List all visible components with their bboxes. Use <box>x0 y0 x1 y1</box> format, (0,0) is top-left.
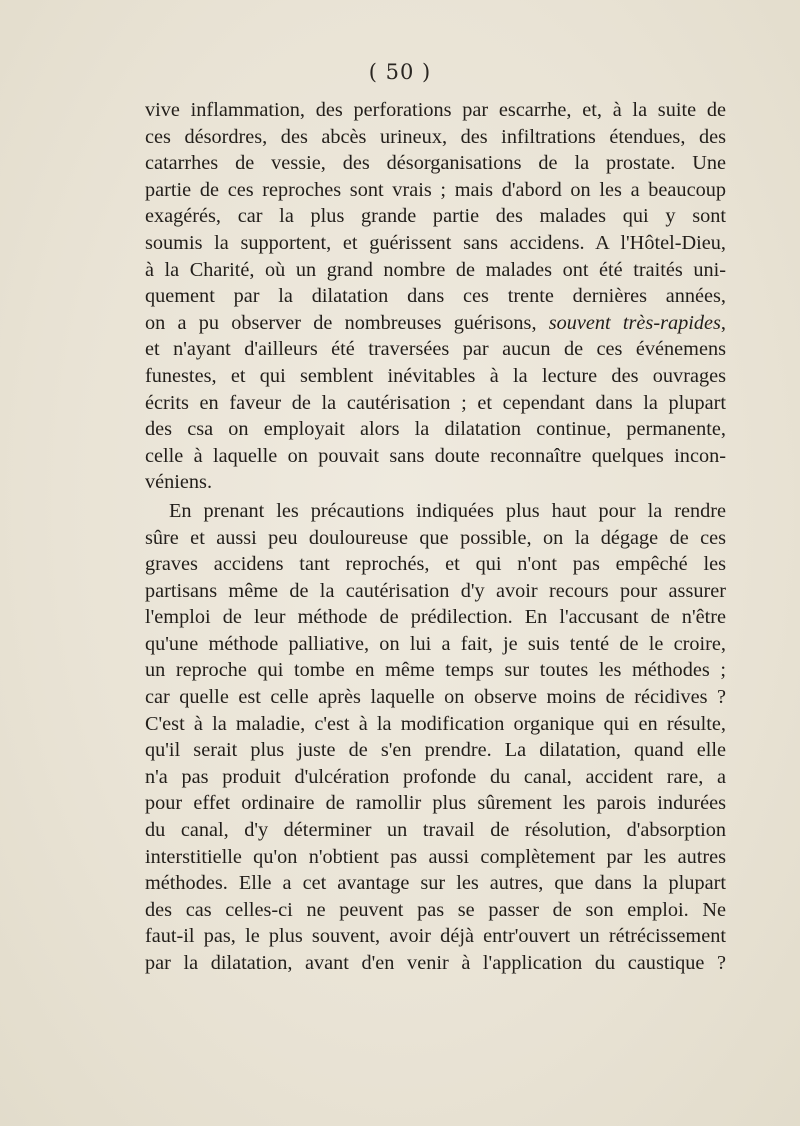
text-line: C'est à la maladie, c'est à la modification organique qui en résulte, <box>145 712 726 735</box>
text-line: exagérés, car la plus grande partie des malades qui y sont <box>145 205 726 228</box>
text-run: on a pu observer de nombreuses guérisons, <box>145 311 549 334</box>
text-line: écrits en faveur de la cautérisation ; et cependant dans la plupart <box>145 391 726 414</box>
text-line: sûre et aussi peu douloureuse que possible, on la dégage de ces <box>145 526 726 549</box>
text-line: interstitielle qu'on n'obtient pas aussi complètement par les autres <box>145 845 726 868</box>
text-line: un reproche qui tombe en même temps sur toutes les méthodes ; <box>145 659 726 682</box>
text-line: véniens. <box>145 471 213 494</box>
text-line: funestes, et qui semblent inévitables à la lecture des ouvrages <box>145 364 726 387</box>
page-number: ( 50 ) <box>368 60 432 84</box>
text-line: des cas celles-ci ne peuvent pas se passer de son emploi. Ne <box>145 898 726 921</box>
text-line: qu'il serait plus juste de s'en prendre. La dilatation, quand elle <box>145 739 726 762</box>
text-line: et n'ayant d'ailleurs été traversées par aucun de ces événemens <box>145 338 726 361</box>
text-line: du canal, d'y déterminer un travail de résolution, d'absorption <box>145 819 726 842</box>
text-line: faut-il pas, le plus souvent, avoir déjà entr'ouvert un rétrécissement <box>145 925 726 948</box>
text-line: graves accidens tant reprochés, et qui n'ont pas empêché les <box>145 553 726 576</box>
text-line: pour effet ordinaire de ramollir plus sûrement les parois indurées <box>145 792 726 815</box>
text-line <box>145 310 726 337</box>
italic-phrase: souvent très-rapides <box>548 311 721 334</box>
text-line: partie de ces reproches sont vrais ; mais d'abord on les a beaucoup <box>145 178 726 201</box>
text-line: quement par la dilatation dans ces trente dernières années, <box>145 285 726 308</box>
paragraph <box>145 498 726 977</box>
text-line: celle à laquelle on pouvait sans doute reconnaître quelques incon- <box>145 444 726 467</box>
text-line: l'emploi de leur méthode de prédilection. En l'accusant de n'être <box>145 606 726 629</box>
text-line: n'a pas produit d'ulcération profonde du canal, accident rare, a <box>145 765 726 788</box>
text-line: méthodes. Elle a cet avantage sur les autres, que dans la plupart <box>145 872 726 895</box>
text-run: , <box>720 311 726 334</box>
text-line: soumis la supportent, et guérissent sans accidens. A l'Hôtel-Dieu, <box>145 231 726 254</box>
text-line: catarrhes de vessie, des désorganisations de la prostate. Une <box>145 152 726 175</box>
text-line: vive inflammation, des perforations par escarrhe, et, à la suite de <box>145 99 726 121</box>
text-line: par la dilatation, avant d'en venir à l'application du caustique ? <box>145 952 726 974</box>
text-line: ces désordres, des abcès urineux, des infiltrations étendues, des <box>145 125 726 148</box>
text-line: des csa on employait alors la dilatation continue, permanente, <box>145 418 726 441</box>
text-line: partisans même de la cautérisation d'y avoir recours pour assurer <box>145 579 726 602</box>
text-line: En prenant les précautions indiquées plus haut pour la rendre <box>169 499 726 522</box>
body-text <box>145 97 726 977</box>
text-line: à la Charité, où un grand nombre de malades ont été traités uni- <box>145 258 726 281</box>
text-line: qu'une méthode palliative, on lui a fait, je suis tenté de le croire, <box>145 632 726 655</box>
paragraph <box>145 97 726 496</box>
text-line: car quelle est celle après laquelle on observe moins de récidives ? <box>145 686 726 709</box>
